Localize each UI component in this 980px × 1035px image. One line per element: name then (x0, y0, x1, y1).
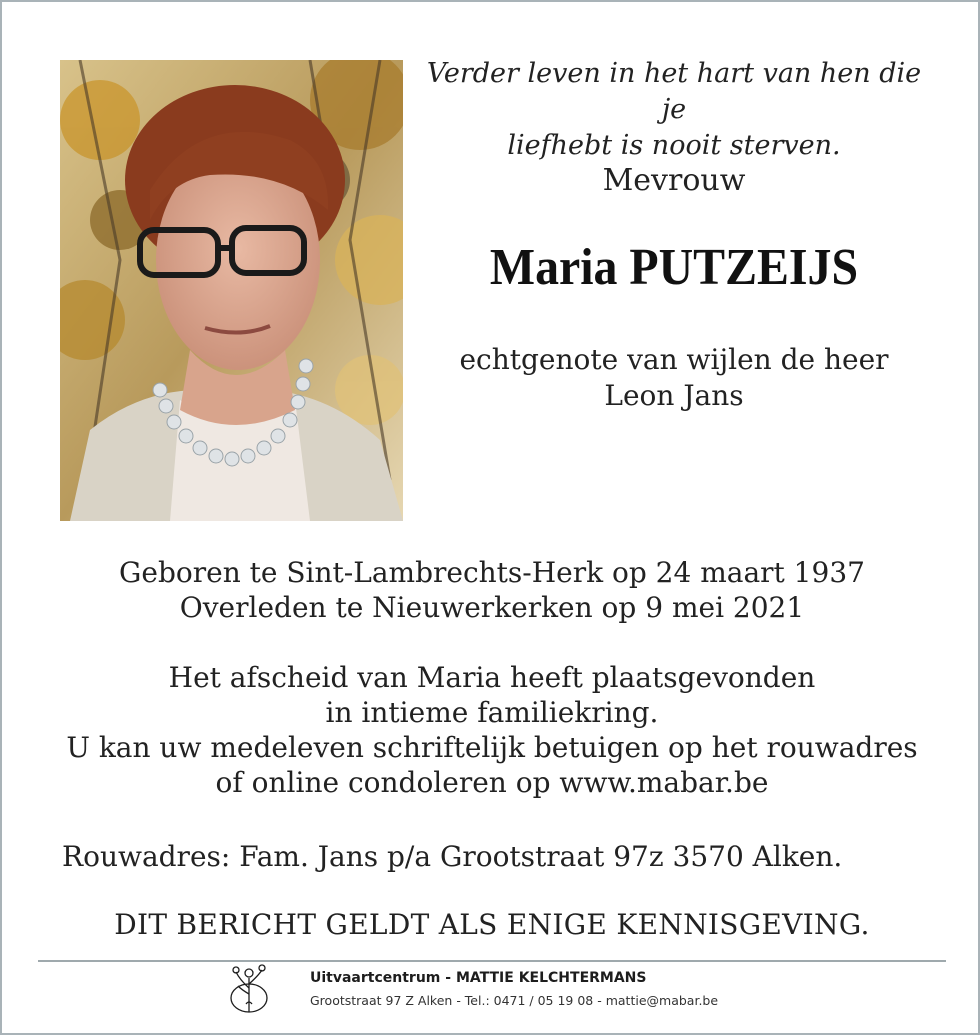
funeral-home-contact: Grootstraat 97 Z Alken - Tel.: 0471 / 05 19 08 - mattie@mabar.be (310, 993, 719, 1008)
flower-sketch-icon (228, 964, 270, 1016)
message-line-2: in intieme familiekring. (325, 696, 659, 729)
quote-line-1: Verder leven in het hart van hen die je (426, 58, 922, 125)
footer-divider (38, 960, 946, 962)
spouse-relation (414, 342, 934, 414)
farewell-message (22, 660, 962, 800)
official-notice: DIT BERICHT GELDT ALS ENIGE KENNISGEVING. (114, 908, 870, 941)
death-line: Overleden te Nieuwerkerken op 9 mei 2021 (179, 591, 805, 624)
condolence-address: Rouwadres: Fam. Jans p/a Grootstraat 97z 3570 Alken. (62, 840, 843, 873)
deceased-name: Maria PUTZEIJS (489, 239, 859, 296)
message-line-1: Het afscheid van Maria heeft plaatsgevonden (168, 661, 816, 694)
relation-line-2: Leon Jans (604, 379, 744, 412)
message-line-3: U kan uw medeleven schriftelijk betuigen op het rouwadres (66, 731, 918, 764)
birth-line: Geboren te Sint-Lambrechts-Herk op 24 maart 1937 (119, 556, 865, 589)
message-line-4: of online condoleren op www.mabar.be (215, 766, 769, 799)
relation-line-1: echtgenote van wijlen de heer (459, 343, 889, 376)
portrait-photo (60, 60, 403, 521)
funeral-home-name: Uitvaartcentrum - MATTIE KELCHTERMANS (310, 970, 647, 986)
life-dates (22, 555, 962, 625)
memorial-quote (414, 56, 934, 164)
honorific: Mevrouw (602, 163, 746, 198)
quote-line-2: liefhebt is nooit sterven. (507, 130, 841, 161)
